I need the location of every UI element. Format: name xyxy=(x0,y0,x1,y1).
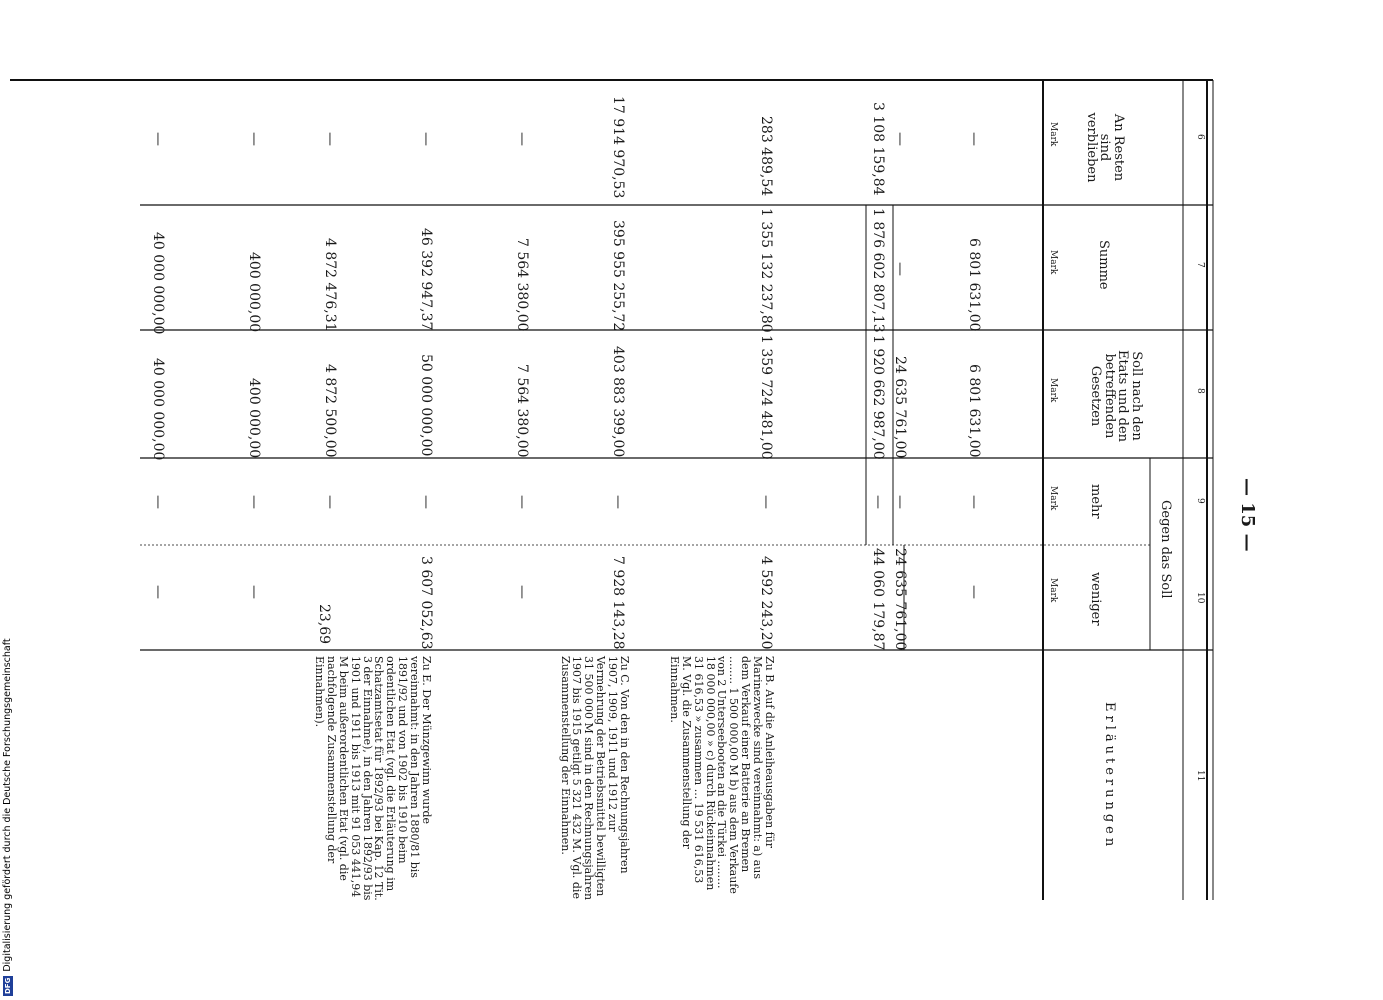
row4-c10: 7 928 143,28 xyxy=(610,556,626,650)
col-unit-7: Mark xyxy=(1048,250,1058,275)
col-num-6: 6 xyxy=(1195,134,1205,140)
row3-c6: 283 489,54 xyxy=(758,116,774,197)
col-num-10: 10 xyxy=(1195,592,1205,604)
col-title-7: Summe xyxy=(1096,240,1111,290)
row2-c6: 3 108 159,84 xyxy=(870,102,886,196)
group-header: Gegen das Soll xyxy=(1158,500,1173,599)
row5-c9: — xyxy=(514,495,530,509)
row0-c9: — xyxy=(966,495,982,509)
col-title-6: An Resten sind verblieben xyxy=(1083,112,1126,183)
row4-c6: 17 914 970,53 xyxy=(610,96,626,199)
row8-c8: 400 000,00 xyxy=(246,378,262,459)
row3-c8: 1 359 724 481,00 xyxy=(758,335,774,460)
row6-c7: 46 392 947,37 xyxy=(418,228,434,331)
col-unit-8: Mark xyxy=(1048,378,1058,403)
row1-c6: — xyxy=(892,132,908,146)
col-num-7: 7 xyxy=(1195,262,1205,268)
row7-c9: — xyxy=(322,495,338,509)
row6-c9: — xyxy=(418,495,434,509)
page-number: — 15 — xyxy=(1237,478,1258,552)
row4-c8: 403 883 399,00 xyxy=(610,346,626,458)
row1-c7: — xyxy=(892,262,908,276)
row9-c10: — xyxy=(150,585,166,599)
row7-c8: 4 872 500,00 xyxy=(322,364,338,458)
row5-c8: 7 564 380,00 xyxy=(514,364,530,458)
col-title-11: Erläuterungen xyxy=(1102,702,1117,851)
row3-c7: 1 355 132 237,80 xyxy=(758,208,774,333)
credit-text: Digitalisierung gefördert durch die Deutsche Forschungsgemeinschaft xyxy=(2,638,13,972)
row7-c6: — xyxy=(322,132,338,146)
row7-c7: 4 872 476,31 xyxy=(322,238,338,332)
row1-c10: 24 635 761,00 xyxy=(892,548,908,651)
row9-c7: 40 000 000,00 xyxy=(150,232,166,335)
col-unit-6: Mark xyxy=(1048,122,1058,147)
row1-c8: 24 635 761,00 xyxy=(892,356,908,459)
col-title-8: Soll nach den Etats und den betreffenden Gesetzen xyxy=(1088,349,1144,443)
row0-c8: 6 801 631,00 xyxy=(966,364,982,458)
row3-c9: — xyxy=(758,495,774,509)
row8-c9: — xyxy=(246,495,262,509)
row1-c9: — xyxy=(892,495,908,509)
row4-c7: 395 955 255,72 xyxy=(610,220,626,332)
row4-c9: — xyxy=(610,495,626,509)
row8-c7: 400 000,00 xyxy=(246,252,262,333)
col-num-8: 8 xyxy=(1195,388,1205,394)
row2-c10: 44 060 179,87 xyxy=(870,548,886,651)
row7-c10: 23,69 xyxy=(316,604,332,645)
row8-c10: — xyxy=(246,585,262,599)
col-unit-9: Mark xyxy=(1048,486,1058,511)
row6-c8: 50 000 000,00 xyxy=(418,354,434,457)
row9-c6: — xyxy=(150,132,166,146)
row2-c9: — xyxy=(870,495,886,509)
row5-c7: 7 564 380,00 xyxy=(514,238,530,332)
col-title-10: weniger xyxy=(1088,572,1103,626)
row0-c7: 6 801 631,00 xyxy=(966,238,982,332)
row9-c8: 40 000 000,00 xyxy=(150,358,166,461)
dfg-logo: DFG xyxy=(3,977,12,994)
row6-c10: 3 607 052,63 xyxy=(418,556,434,650)
note-b: Zu B. Auf die Anleiheausgaben für Marinezwecke sind vereinnahmt: a) aus dem Verkauf einer Batterie an Bremen ........ 1 500 000,00 M b) aus dem Verkaufe von 2 Unterseebooten an die Türkei ........ 18 000 000,00 » c) durch Rückeinnahmen 31 616,53 » zusammen ... 19 531 616,53 M. Vgl. die Zusammenstellung der Einnahmen. xyxy=(668,656,776,894)
row3-c10: 4 592 243,20 xyxy=(758,556,774,650)
row5-c6: — xyxy=(514,132,530,146)
row0-c6: — xyxy=(966,132,982,146)
col-title-9: mehr xyxy=(1088,484,1103,519)
row6-c6: — xyxy=(418,132,434,146)
row5-c10: — xyxy=(514,585,530,599)
col-num-11: 11 xyxy=(1195,770,1205,782)
row0-c10: — xyxy=(966,585,982,599)
note-e: Zu E. Der Münzgewinn wurde vereinnahmt: in den Jahren 1880/81 bis 1891/92 und von 1902 bis 1910 beim ordentlichen Etat (vgl. die Erläuterung im Schatzamtsetat für 1892/93 bei Kap. 12 Tit. 3 der Einnahme), in den Jahren 1892/93 bis 1901 und 1911 bis 1913 mit 91 053 441,94 M beim außerordentlichen Etat (vgl. die nachfolgende Zusammenstellung der Einnahmen). xyxy=(313,656,433,901)
note-c: Zu C. Von den in den Rechnungsjahren 1907, 1909, 1911 und 1912 zur Vermehrung der Betriebsmittel bewilligten 31 500 000 M sind in den Rechnungsjahren 1907 bis 1915 getilgt 5 321 432 M. Vgl. die Zusammenstellung der Einnahmen. xyxy=(558,656,631,901)
row9-c9: — xyxy=(150,495,166,509)
col-unit-10: Mark xyxy=(1048,578,1058,603)
row2-c8: 1 920 662 987,00 xyxy=(870,335,886,460)
row2-c7: 1 876 602 807,13 xyxy=(870,208,886,333)
col-num-9: 9 xyxy=(1195,498,1205,504)
row8-c6: — xyxy=(246,132,262,146)
